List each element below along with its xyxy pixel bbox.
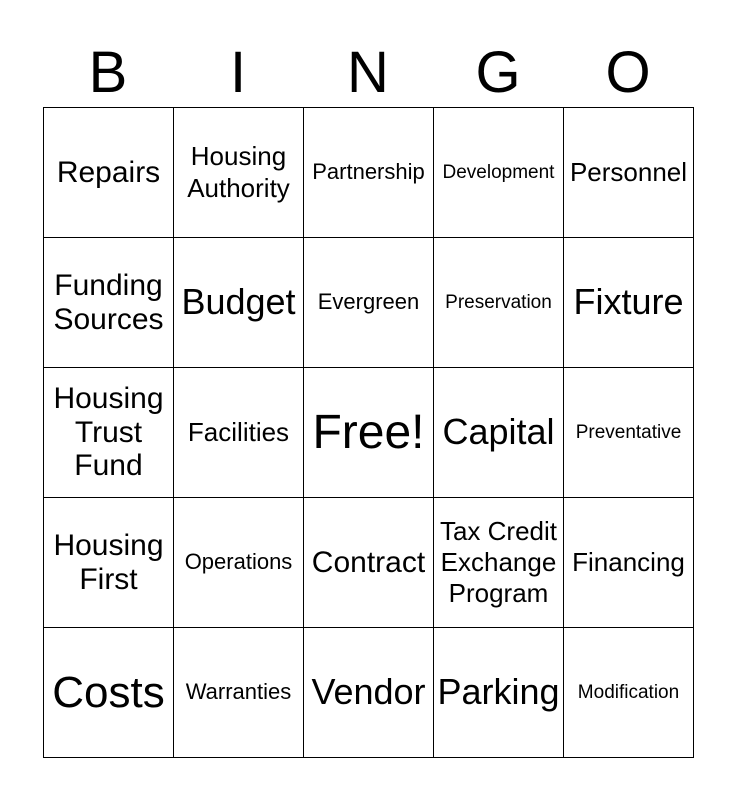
bingo-cell[interactable]: Capital [434,368,564,498]
bingo-cell[interactable]: Housing Trust Fund [44,368,174,498]
bingo-cell[interactable]: Preservation [434,238,564,368]
header-letter-n: N [347,40,389,105]
bingo-cell[interactable]: Modification [564,628,694,758]
bingo-cell[interactable]: Financing [564,498,694,628]
bingo-cell[interactable]: Housing First [44,498,174,628]
header-letter-o: O [605,40,651,105]
bingo-cell[interactable]: Facilities [174,368,304,498]
bingo-cell[interactable]: Vendor [304,628,434,758]
bingo-board [43,107,694,758]
bingo-cell[interactable]: Operations [174,498,304,628]
bingo-cell[interactable]: Evergreen [304,238,434,368]
bingo-cell[interactable]: Budget [174,238,304,368]
header-letter-b: B [88,40,128,105]
bingo-cell[interactable]: Development [434,108,564,238]
bingo-cell[interactable]: Funding Sources [44,238,174,368]
free-space[interactable]: Free! [304,368,434,498]
bingo-cell[interactable]: Tax Credit Exchange Program [434,498,564,628]
bingo-cell[interactable]: Parking [434,628,564,758]
bingo-cell[interactable]: Housing Authority [174,108,304,238]
bingo-cell[interactable]: Fixture [564,238,694,368]
bingo-cell[interactable]: Preventative [564,368,694,498]
bingo-cell[interactable]: Contract [304,498,434,628]
header-letter-g: G [475,40,521,105]
bingo-cell[interactable]: Repairs [44,108,174,238]
bingo-cell[interactable]: Partnership [304,108,434,238]
bingo-header [43,40,693,106]
header-letter-i: I [229,40,247,105]
bingo-cell[interactable]: Costs [44,628,174,758]
bingo-cell[interactable]: Personnel [564,108,694,238]
bingo-cell[interactable]: Warranties [174,628,304,758]
